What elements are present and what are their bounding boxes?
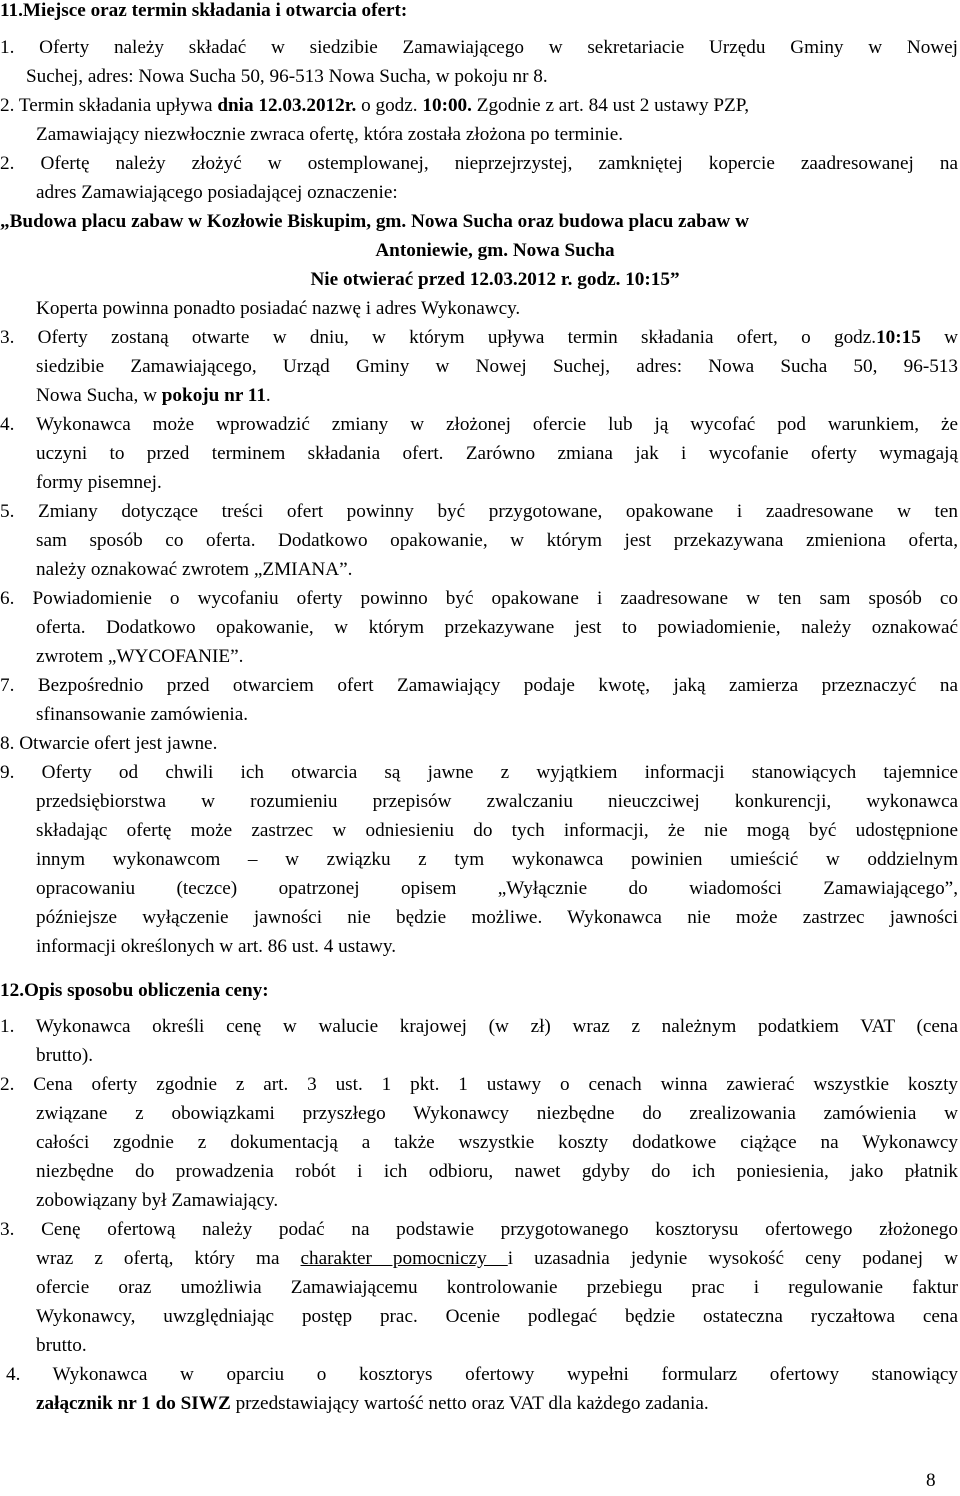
paragraph-line: Zamawiający niezwłocznie zwraca ofertę, która została złożona po terminie. [36,124,624,145]
envelope-marking: Nie otwierać przed 12.03.2012 r. godz. 10:15” [310,269,680,290]
underlined-phrase: charakter pomocniczy [300,1248,508,1269]
text-run: przedstawiający wartość netto oraz VAT dla każdego zadania. [230,1393,709,1414]
paragraph-line: brutto. [36,1335,87,1356]
paragraph-line: informacji określonych w art. 86 ust. 4 ustawy. [36,936,397,957]
text-run: Zgodnie z art. 84 ust 2 ustawy PZP, [471,95,750,116]
opening-time: 10:15 [876,327,921,348]
section-heading: 12.Opis sposobu obliczenia ceny: [0,980,269,1001]
paragraph-line: uczyni to przed terminem składania ofert. Zarówno zmiana jak i wycofanie oferty wymagają [36,443,958,464]
text-run: 3. Oferty zostaną otwarte w dniu, w którym upływa termin składania ofert, o godz. [0,327,877,348]
paragraph-line: Wykonawcy, uwzględniając postęp prac. Ocenie podlegać będzie ostateczna ryczałtowa cena [36,1306,958,1327]
paragraph-line: przedsiębiorstwa w rozumieniu przepisów zwalczaniu nieuczciwej konkurencji, wykonawca [36,791,958,812]
paragraph-line: sam sposób co oferta. Dodatkowo opakowanie, w którym jest przekazywana zmieniona oferta, [36,530,958,551]
text-run: i uzasadnia jedynie wysokość ceny podanej w [507,1248,958,1269]
paragraph-line: należy oznakować zwrotem „ZMIANA”. [36,559,353,580]
paragraph-line: 4. Wykonawca w oparciu o kosztorys ofertowy wypełni formularz ofertowy stanowiący [6,1364,958,1385]
paragraph-line: 6. Powiadomienie o wycofaniu oferty powinno być opakowane i zaadresowane w ten sam sposób co [0,588,958,609]
paragraph-line: zobowiązany był Zamawiający. [36,1190,279,1211]
paragraph-line [36,1389,936,1419]
room-number: pokoju nr 11 [161,385,266,406]
paragraph-line: późniejsze wyłączenie jawności nie będzie możliwe. Wykonawca nie może zastrzec jawności [36,907,958,928]
paragraph-line: 2. Ofertę należy złożyć w ostemplowanej, nieprzejrzystej, zamkniętej kopercie zaadresowanej na [0,153,958,174]
text-run: . [265,385,271,406]
paragraph-line: składając ofertę może zastrzec w odniesieniu do tych informacji, że nie mogą być udostępnione [36,820,958,841]
paragraph-line: Suchej, adres: Nowa Sucha 50, 96-513 Nowa Sucha, w pokoju nr 8. [26,66,548,87]
paragraph-line: opracowaniu (teczce) opatrzonej opisem „Wyłącznie do wiadomości Zamawiającego”, [36,878,958,899]
envelope-marking: Antoniewie, gm. Nowa Sucha [375,240,615,261]
text-run: wraz z ofertą, który ma [36,1248,301,1269]
paragraph-line: niezbędne do prowadzenia robót i ich odbioru, nawet gdyby do ich poniesienia, jako płatnik [36,1161,958,1182]
paragraph-line: 5. Zmiany dotyczące treści ofert powinny być przygotowane, opakowane i zaadresowane w ten [0,501,958,522]
attachment-reference: załącznik nr 1 do SIWZ [36,1393,231,1414]
paragraph-line: siedzibie Zamawiającego, Urząd Gminy w Nowej Suchej, adres: Nowa Sucha 50, 96-513 [36,356,958,377]
deadline-date: dnia 12.03.2012r. [217,95,357,116]
paragraph-line [0,91,958,121]
paragraph-line: adres Zamawiającego posiadającej oznaczenie: [36,182,398,203]
paragraph-line: 8. Otwarcie ofert jest jawne. [0,733,218,754]
paragraph-line: formy pisemnej. [36,472,162,493]
paragraph-line: innym wykonawcom – w związku z tym wykonawca powinien umieścić w oddzielnym [36,849,958,870]
paragraph-line: 1. Wykonawca określi cenę w walucie krajowej (w zł) wraz z należnym podatkiem VAT (cena [0,1016,958,1037]
deadline-time: 10:00. [422,95,472,116]
paragraph-line: związane z obowiązkami przyszłego Wykonawcy niezbędne do zrealizowania zamówienia w [36,1103,958,1124]
paragraph-line [36,1244,958,1274]
paragraph-line: 1. Oferty należy składać w siedzibie Zamawiającego w sekretariacie Urzędu Gminy w Nowej [0,37,958,58]
section-heading: 11.Miejsce oraz termin składania i otwarcia ofert: [0,0,408,21]
text-run: Nowa Sucha, w [36,385,162,406]
paragraph-line: zwrotem „WYCOFANIE”. [36,646,244,667]
paragraph-line: oferta. Dodatkowo opakowanie, w którym przekazywane jest to powiadomienie, należy oznakować [36,617,958,638]
paragraph-line [0,323,958,353]
paragraph-line: 9. Oferty od chwili ich otwarcia są jawne z wyjątkiem informacji stanowiących tajemnice [0,762,958,783]
paragraph-line: całości zgodnie z dokumentacją a także wszystkie koszty dodatkowe ciążące na Wykonawcy [36,1132,958,1153]
text-run: 2. Termin składania upływa [0,95,218,116]
paragraph-line: sfinansowanie zamówienia. [36,704,249,725]
envelope-marking: „Budowa placu zabaw w Kozłowie Biskupim, gm. Nowa Sucha oraz budowa placu zabaw w [0,211,749,232]
paragraph-line: ofercie oraz umożliwia Zamawiającemu kontrolowanie przebiegu prac i regulowanie faktur [36,1277,958,1298]
paragraph-line: brutto). [36,1045,94,1066]
paragraph-line: 3. Cenę ofertową należy podać na podstawie przygotowanego kosztorysu ofertowego złożonego [0,1219,958,1240]
text-run: o godz. [356,95,423,116]
paragraph-line: Koperta powinna ponadto posiadać nazwę i adres Wykonawcy. [36,298,521,319]
text-run: w [920,327,958,348]
paragraph-line: 2. Cena oferty zgodnie z art. 3 ust. 1 pkt. 1 ustawy o cenach winna zawierać wszystkie koszty [0,1074,958,1095]
paragraph-line [36,381,936,411]
paragraph-line: 7. Bezpośrednio przed otwarciem ofert Zamawiający podaje kwotę, jaką zamierza przeznaczyć na [0,675,958,696]
page-number: 8 [926,1470,936,1491]
paragraph-line: 4. Wykonawca może wprowadzić zmiany w złożonej ofercie lub ją wycofać pod warunkiem, że [0,414,958,435]
